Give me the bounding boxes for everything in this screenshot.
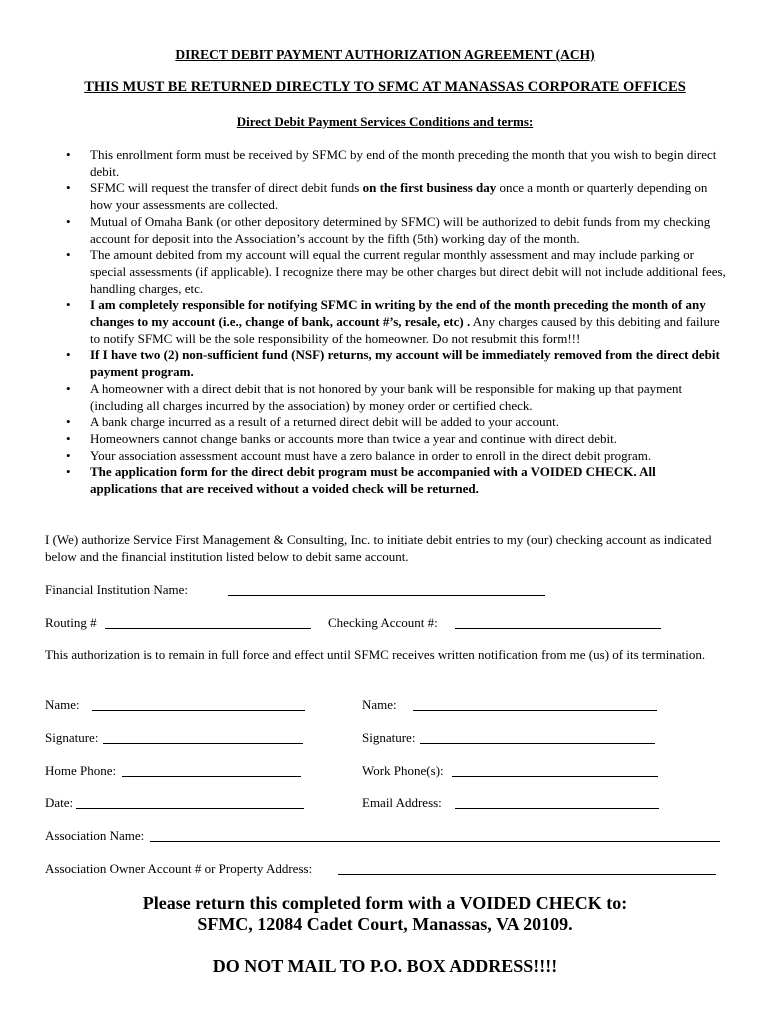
name-field-1[interactable]: [92, 710, 305, 711]
terms-list: [44, 147, 726, 498]
routing-row: [0, 615, 770, 633]
association-name-row: [0, 828, 770, 846]
name-field-2[interactable]: [413, 710, 657, 711]
financial-institution-field[interactable]: [228, 595, 545, 596]
terms-heading: Direct Debit Payment Services Conditions and terms:: [236, 114, 534, 129]
routing-label: Routing #: [45, 615, 97, 630]
signature-label-2: Signature:: [362, 730, 416, 745]
routing-field[interactable]: [105, 628, 311, 629]
checking-account-label: Checking Account #:: [328, 615, 438, 630]
term-item: • The application form for the direct debit program must be accompanied with a VOIDED CHECK. All applications that are received without a voided check will be returned.: [44, 464, 726, 497]
email-field[interactable]: [455, 808, 659, 809]
term-item: • This enrollment form must be received by SFMC by end of the month preceding the month that you wish to begin direct debit.: [44, 147, 726, 180]
date-field[interactable]: [76, 808, 304, 809]
term-item: • SFMC will request the transfer of direct debit funds on the first business day once a month or quarterly depending on how your assessments are collected.: [44, 180, 726, 213]
term-item: • Homeowners cannot change banks or accounts more than twice a year and continue with direct debit.: [44, 431, 726, 448]
name-label-2: Name:: [362, 697, 397, 712]
term-item: • A bank charge incurred as a result of a returned direct debit will be added to your account.: [44, 414, 726, 431]
authorization-paragraph: I (We) authorize Service First Management & Consulting, Inc. to initiate debit entries to my (our) checking account as indicated below and the financial institution listed below to debit same account.: [45, 532, 712, 564]
owner-account-field[interactable]: [338, 874, 716, 875]
name-row: [0, 697, 770, 715]
owner-account-row: [0, 861, 770, 879]
signature-field-1[interactable]: [103, 743, 303, 744]
work-phone-label: Work Phone(s):: [362, 763, 444, 778]
association-name-field[interactable]: [150, 841, 720, 842]
po-box-warning: DO NOT MAIL TO P.O. BOX ADDRESS!!!!: [212, 956, 558, 976]
checking-account-field[interactable]: [455, 628, 661, 629]
signature-row: [0, 730, 770, 748]
return-address: SFMC, 12084 Cadet Court, Manassas, VA 20109.: [197, 914, 573, 934]
signature-field-2[interactable]: [420, 743, 655, 744]
term-item: • A homeowner with a direct debit that is not honored by your bank will be responsible for making up that payment (including all charges incurred by the association) by money order or certified check.: [44, 381, 726, 414]
term-item: • Your association assessment account must have a zero balance in order to enroll in the direct debit program.: [44, 448, 726, 465]
signature-label-1: Signature:: [45, 730, 99, 745]
term-item: • The amount debited from my account will equal the current regular monthly assessment and may include parking or special assessments (if applicable). I recognize there may be other charges but direct debit will not include additional fees, handling charges, etc.: [44, 247, 726, 297]
termination-paragraph: This authorization is to remain in full force and effect until SFMC receives written notification from me (us) of its termination.: [45, 647, 706, 662]
return-notice: THIS MUST BE RETURNED DIRECTLY TO SFMC AT MANASSAS CORPORATE OFFICES: [84, 79, 686, 95]
form-title: DIRECT DEBIT PAYMENT AUTHORIZATION AGREEMENT (ACH): [175, 47, 595, 62]
work-phone-field[interactable]: [452, 776, 658, 777]
term-item: • If I have two (2) non-sufficient fund (NSF) returns, my account will be immediately removed from the direct debit payment program.: [44, 347, 726, 380]
email-label: Email Address:: [362, 795, 442, 810]
date-email-row: [0, 795, 770, 813]
return-instructions-line1: Please return this completed form with a VOIDED CHECK to:: [142, 893, 628, 913]
term-item: • I am completely responsible for notifying SFMC in writing by the end of the month preceding the month of any changes to my account (i.e., change of bank, account #’s, resale, etc) . Any charges caused by this debiting and failure to notify SFMC will be the sole responsibility of the homeowner. Do not resubmit this form!!!: [44, 297, 726, 347]
name-label-1: Name:: [45, 697, 80, 712]
date-label: Date:: [45, 795, 74, 810]
financial-institution-label: Financial Institution Name:: [45, 582, 188, 597]
phone-row: [0, 763, 770, 781]
home-phone-field[interactable]: [122, 776, 301, 777]
owner-account-label: Association Owner Account # or Property Address:: [45, 861, 313, 876]
term-item: • Mutual of Omaha Bank (or other depository determined by SFMC) will be authorized to debit funds from my checking account for deposit into the Association’s account by the fifth (5th) working day of the month.: [44, 214, 726, 247]
association-name-label: Association Name:: [45, 828, 145, 843]
financial-institution-row: [0, 582, 770, 600]
home-phone-label: Home Phone:: [45, 763, 117, 778]
